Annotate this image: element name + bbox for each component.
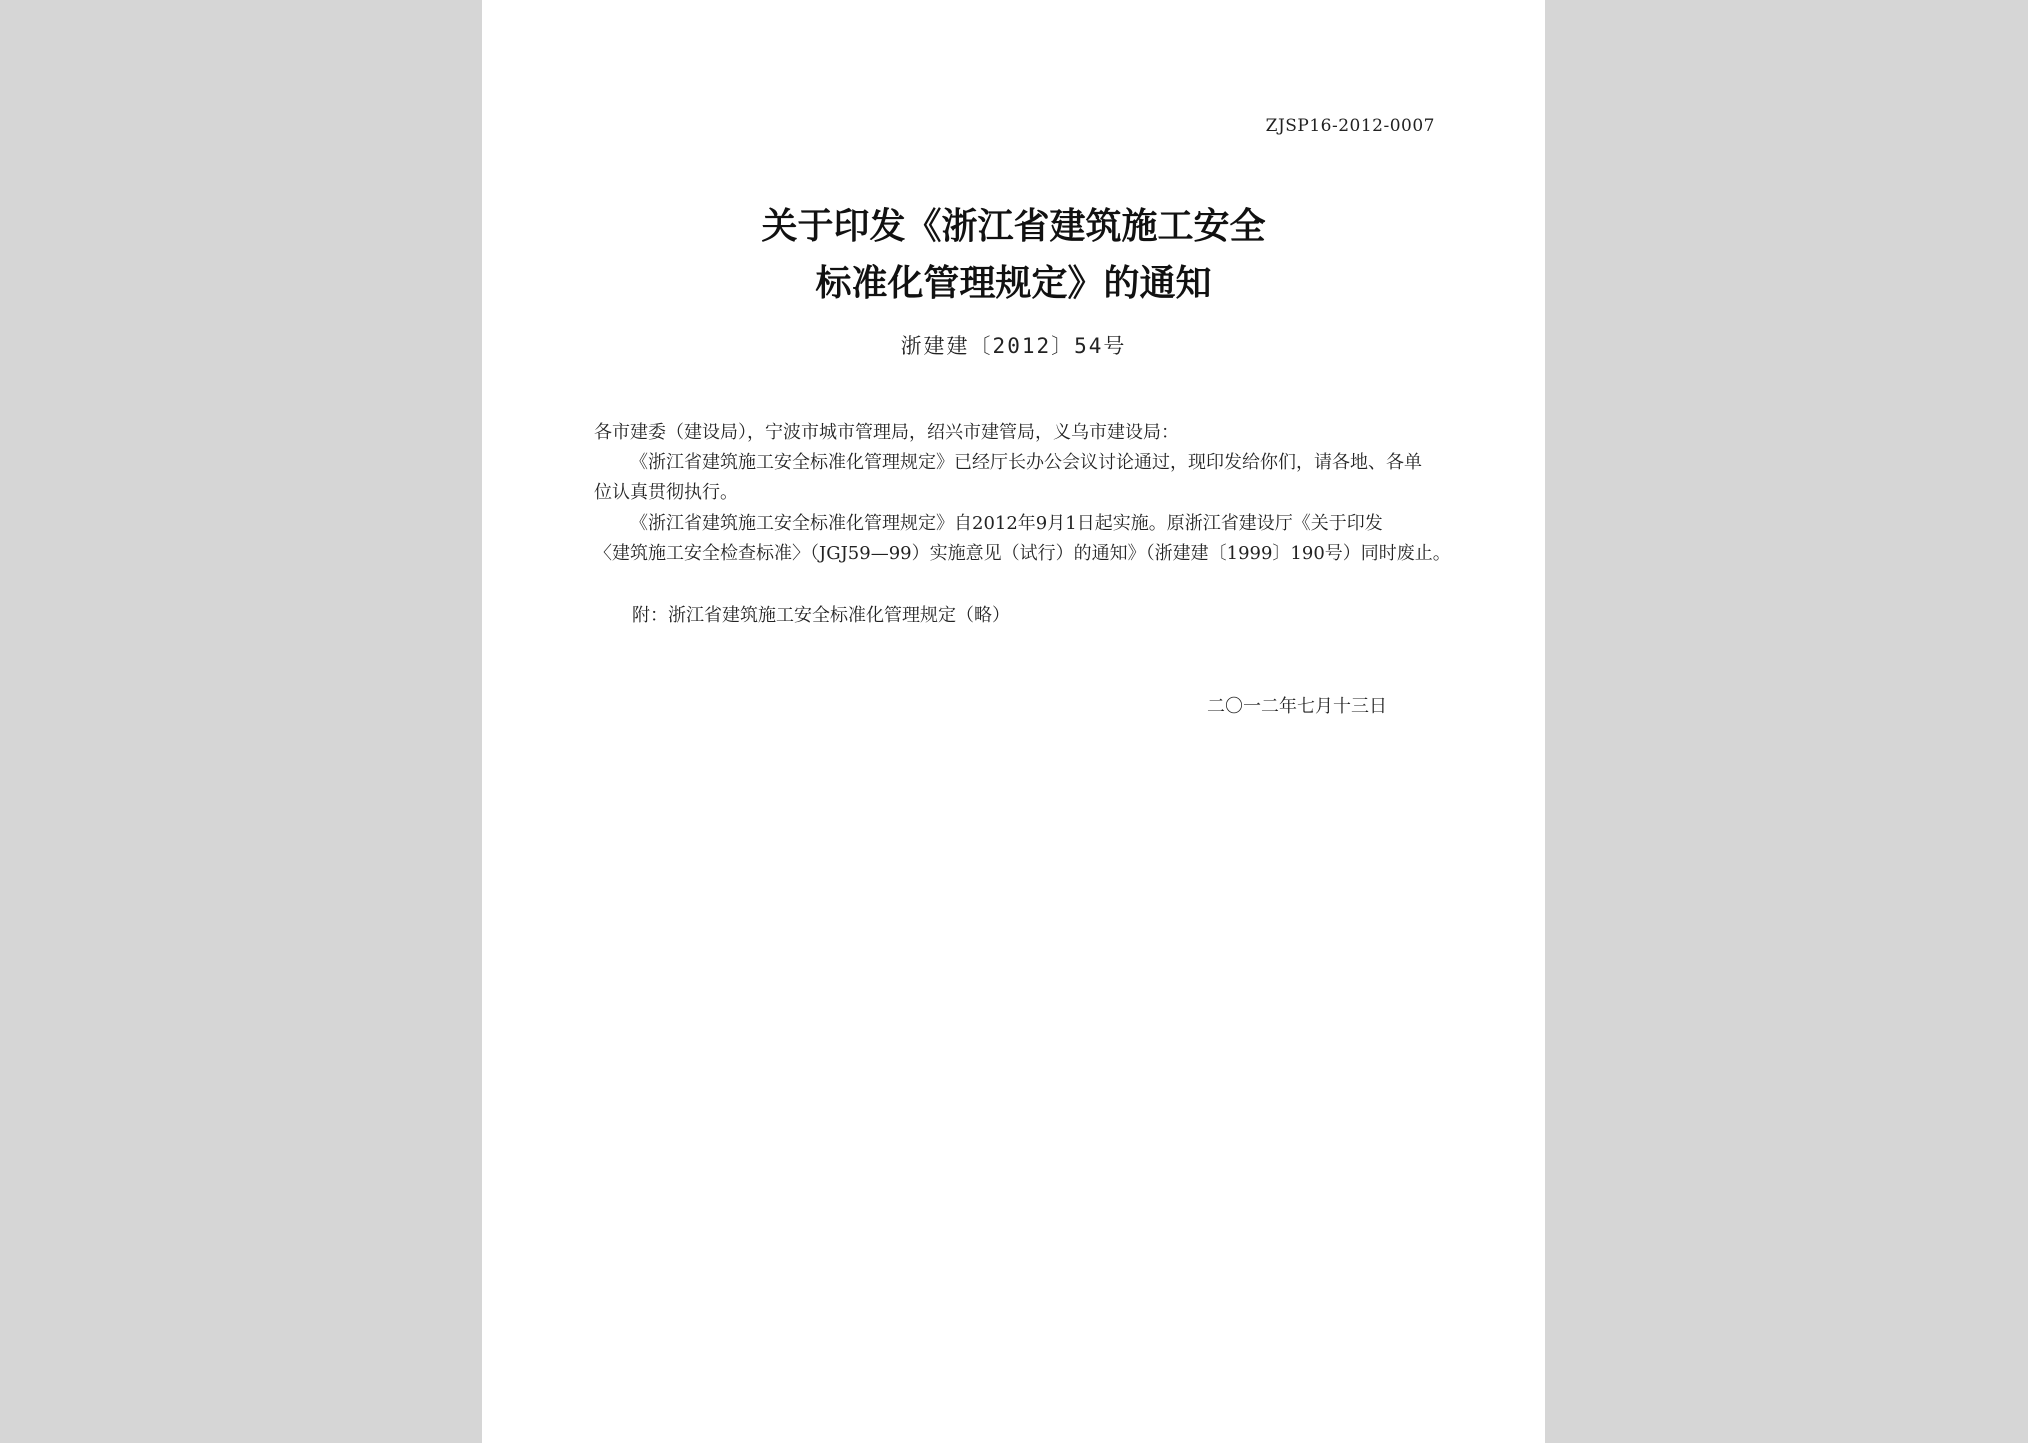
salutation: 各市建委（建设局），宁波市城市管理局，绍兴市建管局，义乌市建设局：: [594, 422, 1179, 443]
attachment-note: 附：浙江省建筑施工安全标准化管理规定（略）: [632, 605, 1010, 626]
paragraph-1-line-1: 《浙江省建筑施工安全标准化管理规定》已经厅长办公会议讨论通过，现印发给你们，请各地、各单: [630, 452, 1422, 473]
document-title-line-2: 标准化管理规定》的通知: [815, 262, 1212, 304]
document-number: 浙建建〔2012〕54号: [900, 334, 1127, 358]
document-date: 二〇一二年七月十三日: [1207, 696, 1387, 717]
paragraph-1-line-2: 位认真贯彻执行。: [594, 482, 738, 503]
document-page: [482, 0, 1545, 1443]
document-title-line-1: 关于印发《浙江省建筑施工安全: [761, 205, 1266, 247]
paragraph-2-line-2: 〈建筑施工安全检查标准〉（JGJ59—99）实施意见（试行）的通知》（浙建建〔1999〕190号）同时废止。: [594, 543, 1451, 564]
document-code: ZJSP16-2012-0007: [1265, 116, 1435, 136]
paragraph-2-line-1: 《浙江省建筑施工安全标准化管理规定》自2012年9月1日起实施。原浙江省建设厅《关于印发: [630, 513, 1383, 534]
